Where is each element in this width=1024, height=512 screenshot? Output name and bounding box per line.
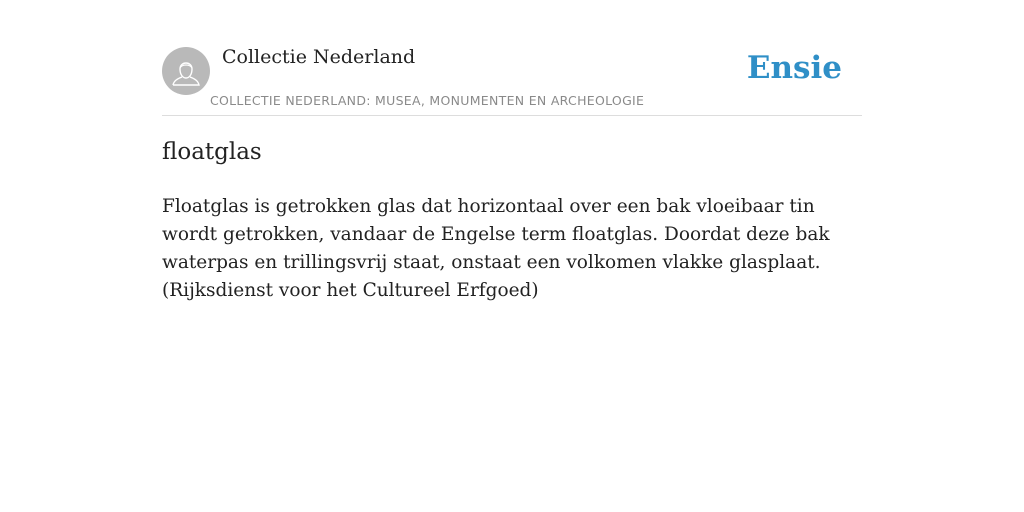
collection-label[interactable]: COLLECTIE NEDERLAND: MUSEA, MONUMENTEN EN ARCHEOLOGIE xyxy=(210,93,645,108)
avatar[interactable] xyxy=(162,47,210,95)
page-title: floatglas xyxy=(162,139,262,165)
definition-text: Floatglas is getrokken glas dat horizontaal over een bak vloeibaar tin wordt getrokken, vandaar de Engelse term floatglas. Doordat deze bak waterpas en trillingsvrij staat, onstaat een volkomen vlakke glasplaat. (Rijksdienst voor het Cultureel Erfgoed) xyxy=(162,196,830,301)
user-silhouette-icon xyxy=(162,47,210,95)
entry-header xyxy=(162,40,862,116)
ensie-logo[interactable]: Ensie xyxy=(746,50,842,86)
author-name[interactable]: Collectie Nederland xyxy=(222,46,416,68)
